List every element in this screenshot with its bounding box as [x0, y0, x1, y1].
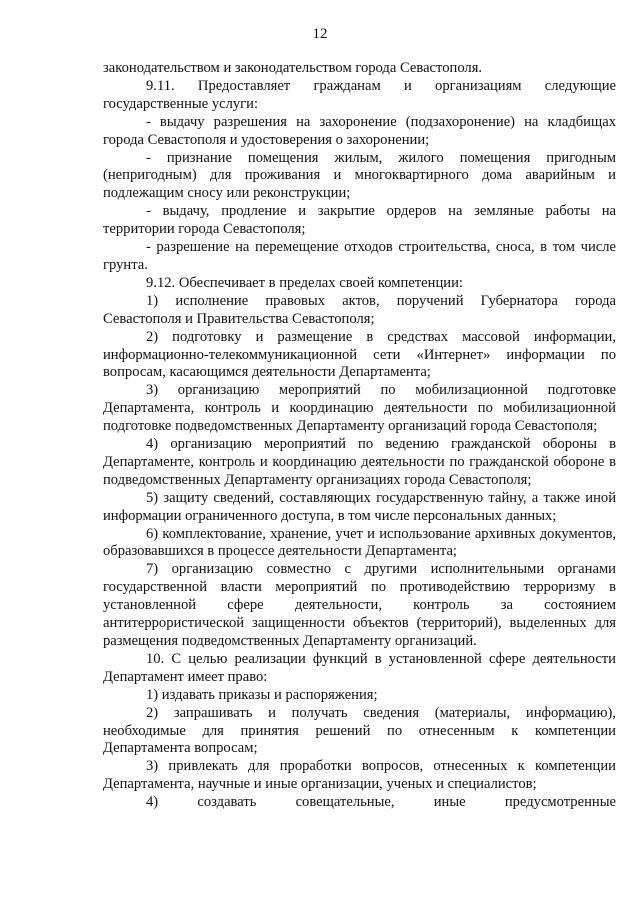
paragraph-10: 10. С целью реализации функций в установленной сфере деятельности Департамент имеет право:	[103, 650, 616, 685]
list-item-1: 1) исполнение правовых актов, поручений Губернатора города Севастополя и Правительства Севастополя;	[103, 292, 616, 327]
list-item-burial-permit: - выдачу разрешения на захоронение (подзахоронение) на кладбищах города Севастополя и удостоверения о захоронении;	[103, 113, 616, 148]
paragraph-continuation: законодательством и законодательством города Севастополя.	[103, 60, 483, 76]
list-item-earthwork-orders: - выдачу, продление и закрытие ордеров на земляные работы на территории города Севастополя;	[103, 203, 616, 238]
list-item-7: 7) организацию совместно с другими исполнительными органами государственной власти мероприятий по противодействию терроризму в установленной сфере деятельности, контроль за состоянием антитеррористической защищенности объектов (территорий), выделенных для размещения подведомственных Департаменту организаций.	[103, 561, 616, 649]
rights-item-4: 4) создавать совещательные, иные предусмотренные	[146, 794, 616, 811]
list-item-4: 4) организацию мероприятий по ведению гражданской обороны в Департаменте, контроль и координацию деятельности по гражданской обороне в подведомственных Департаменту организациях города Севастополя;	[103, 436, 616, 488]
rights-item-1: 1) издавать приказы и распоряжения;	[146, 686, 378, 703]
page-number: 12	[312, 26, 328, 42]
document-body	[103, 60, 616, 812]
list-item-5: 5) защиту сведений, составляющих государственную тайну, а также иной информации ограниченного доступа, в том числе персональных данных;	[103, 489, 616, 524]
paragraph-9-11: 9.11. Предоставляет гражданам и организациям следующие государственные услуги:	[103, 77, 616, 112]
rights-item-2: 2) запрашивать и получать сведения (материалы, информацию), необходимые для принятия решений по отнесенным к компетенции Департамента вопросам;	[103, 704, 616, 757]
rights-item-3: 3) привлекать для проработки вопросов, отнесенных к компетенции Департамента, научные и иные организации, ученых и специалистов;	[103, 758, 616, 793]
list-item-2: 2) подготовку и размещение в средствах массовой информации, информационно-телекоммуникационной сети «Интернет» информации по вопросам, касающимся деятельности Департамента;	[103, 328, 616, 381]
list-item-housing-recognition: - признание помещения жилым, жилого помещения пригодным (непригодным) для проживания и многоквартирного дома аварийным и подлежащим сносу или реконструкции;	[103, 149, 616, 202]
list-item-waste-relocation: - разрешение на перемещение отходов строительства, сноса, в том числе грунта.	[103, 239, 616, 273]
paragraph-9-12: 9.12. Обеспечивает в пределах своей компетенции:	[146, 274, 463, 291]
list-item-3: 3) организацию мероприятий по мобилизационной подготовке Департамента, контроль и координацию деятельности по мобилизационной подготовке подведомственных Департаменту организаций города Севастополя;	[103, 382, 616, 435]
list-item-6: 6) комплектование, хранение, учет и использование архивных документов, образовавшихся в процессе деятельности Департамента;	[103, 525, 616, 560]
